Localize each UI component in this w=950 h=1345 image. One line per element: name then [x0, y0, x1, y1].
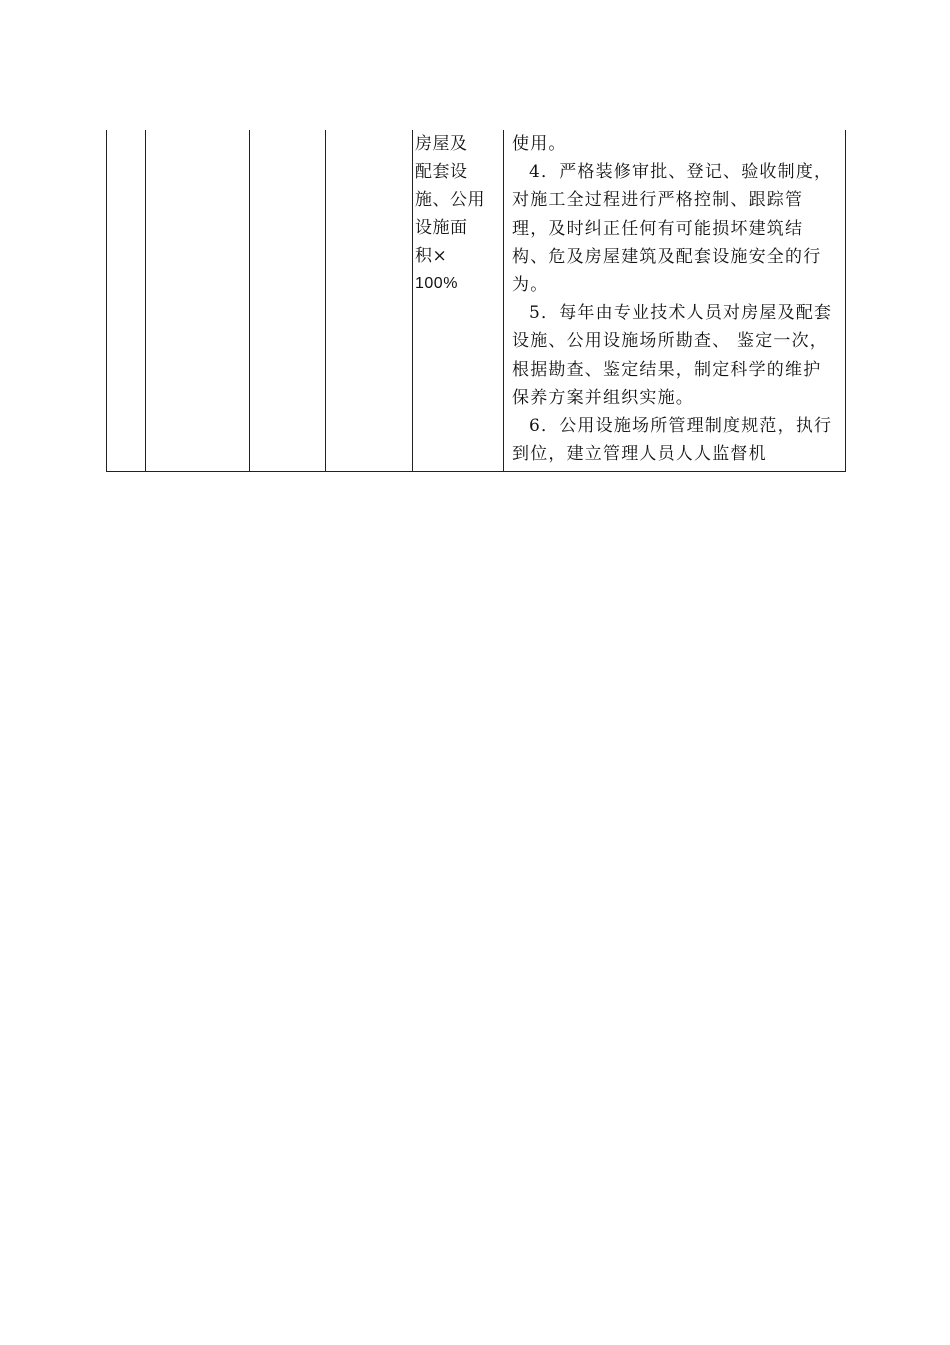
table-cell-item — [146, 130, 250, 472]
measure-paragraph: 4．严格装修审批、登记、验收制度， 对施工全过程进行严格控制、跟踪管 理，及时纠正任何有可能损坏建筑结 构、危及房屋建筑及配套设施安全的行 为。 — [512, 162, 833, 296]
table-cell-standard — [250, 130, 326, 472]
formula-line: 100% — [415, 275, 458, 292]
formula-line: 配套设 — [415, 162, 468, 182]
table-cell-formula — [413, 130, 504, 472]
measure-paragraph: 使用。 — [512, 134, 567, 154]
measure-paragraph: 5．每年由专业技术人员对房屋及配套设施、公用设施场所勘查、 鉴定一次， 根据勘查、鉴定结果，制定科学的维护 保养方案并组织实施。 — [512, 303, 833, 408]
formula-line: 积× — [415, 246, 448, 266]
formula-line: 施、公用 — [415, 190, 485, 210]
measure-paragraph: 6．公用设施场所管理制度规范，执行到位，建立管理人员人人监督机 — [512, 416, 833, 465]
formula-line: 设施面 — [415, 218, 468, 238]
table-row — [107, 130, 846, 472]
document-table — [106, 130, 846, 472]
table-cell-measures — [504, 130, 846, 472]
formula-line: 房屋及 — [415, 134, 468, 154]
table-cell-index — [107, 130, 146, 472]
table-cell-target — [326, 130, 413, 472]
